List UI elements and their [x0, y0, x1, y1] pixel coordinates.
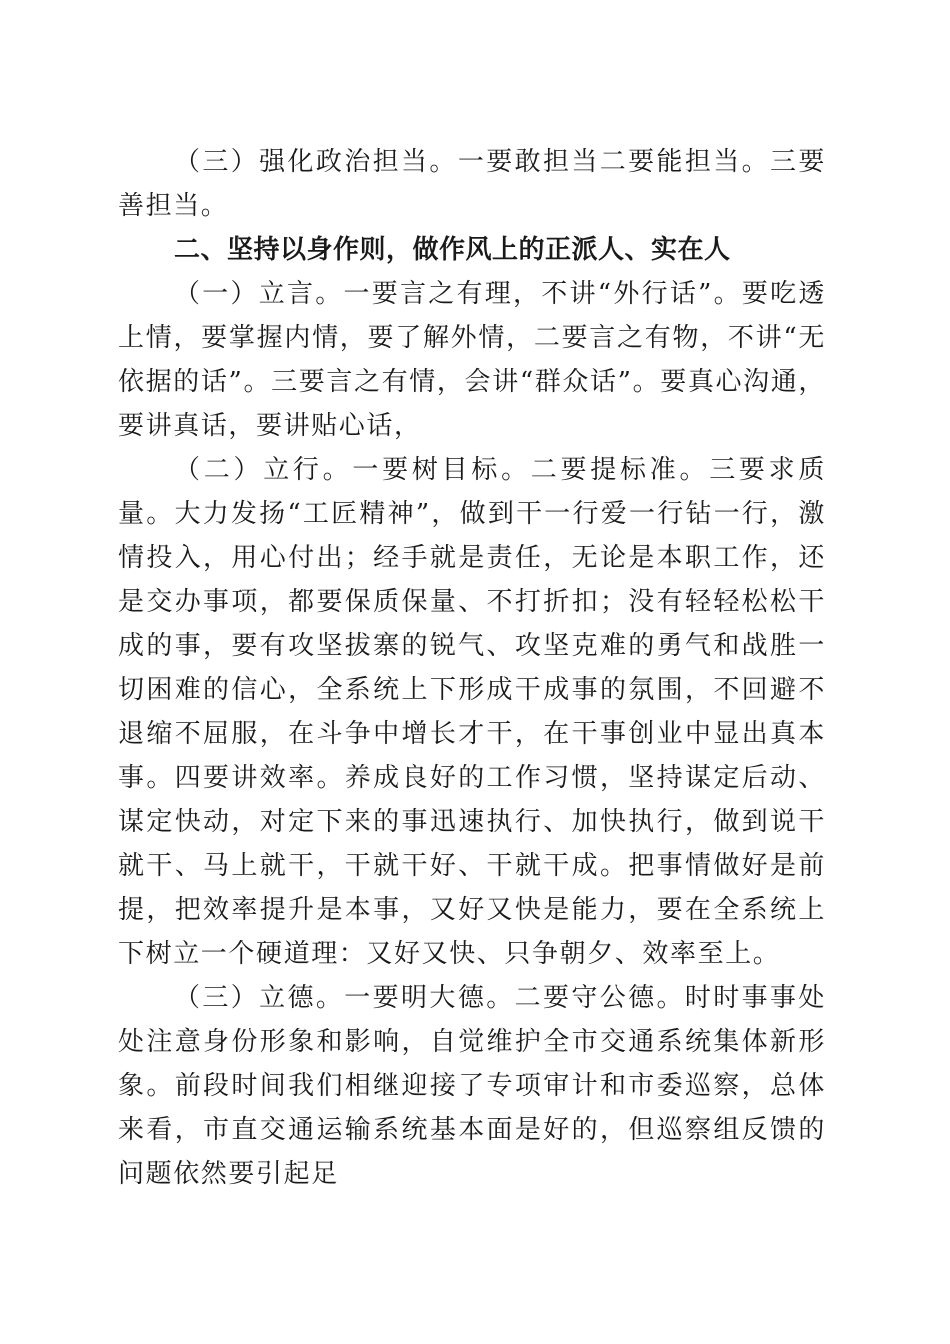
paragraph-virtue: （三）立德。一要明大德。二要守公德。时时事事处处注意身份形象和影响，自觉维护全市交通系统集体新形象。前段时间我们相继迎接了专项审计和市委巡察，总体来看，市直交通运输系统基本面是好的，但巡察组反馈的问题依然要引起足 [118, 983, 826, 1189]
paragraph-action: （二）立行。一要树目标。二要提标准。三要求质量。大力发扬“工匠精神”，做到干一行爱一行钻一行，激情投入，用心付出；经手就是责任，无论是本职工作，还是交办事项，都要保质保量、不打折扣；没有轻轻松松干成的事，要有攻坚拔寨的锐气、攻坚克难的勇气和战胜一切困难的信心，全系统上下形成干成事的氛围，不回避不退缩不屈服，在斗争中增长才干，在干事创业中显出真本事。四要讲效率。养成良好的工作习惯，坚持谋定后动、谋定快动，对定下来的事迅速执行、加快执行，做到说干就干、马上就干，干就干好、干就干成。把事情做好是前提，把效率提升是本事，又好又快是能力，要在全系统上下树立一个硬道理：又好又快、只争朝夕、效率至上。 [118, 455, 826, 969]
section-heading-2: 二、坚持以身作则，做作风上的正派人、实在人 [174, 235, 731, 265]
paragraph-speech: （一）立言。一要言之有理，不讲“外行话”。要吃透上情，要掌握内情，要了解外情，二要言之有物，不讲“无依据的话”。三要言之有情，会讲“群众话”。要真心沟通，要讲真话，要讲贴心话， [118, 279, 826, 441]
paragraph-political-responsibility: （三）强化政治担当。一要敢担当二要能担当。三要善担当。 [118, 147, 826, 221]
document-body [118, 140, 826, 1196]
